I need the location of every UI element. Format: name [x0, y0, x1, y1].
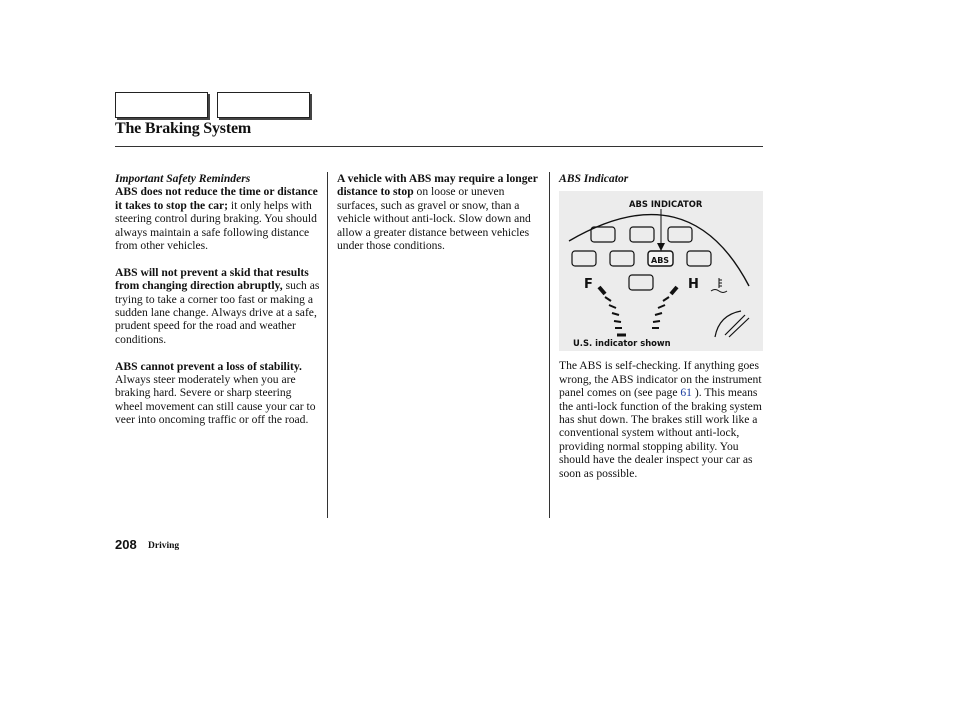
- subheading-abs-indicator: ABS Indicator: [559, 172, 629, 185]
- nav-button-next[interactable]: [217, 92, 310, 118]
- paragraph-self-checking: The ABS is self-checking. If anything goes wrong, the ABS indicator on the instrument panel comes on (see page 61 ). This means the anti-lock function of the braking system has shut down. The brakes still work like a conventional system without anti-lock, providing normal stopping ability. You should have the dealer inspect your car as soon as possible.: [559, 359, 762, 480]
- callout-arrow: [657, 243, 665, 251]
- indicator-lamp: [687, 251, 711, 266]
- bold-lead: A vehicle with ABS may require a longer distance to stop: [337, 172, 538, 199]
- indicator-lamp: [591, 227, 615, 242]
- abs-indicator-figure: [559, 191, 763, 351]
- indicator-lamp: [630, 227, 654, 242]
- page-number: 208: [115, 537, 137, 552]
- indicator-lamp: [572, 251, 596, 266]
- bold-lead: ABS cannot prevent a loss of stability.: [115, 359, 302, 373]
- abs-lamp-text: ABS: [651, 256, 670, 266]
- column-loose-surfaces: [337, 172, 542, 266]
- thermometer-icon: [711, 278, 727, 293]
- paragraph-skid: ABS will not prevent a skid that results from changing direction abruptly, such as trying to take a corner too fast or making a sudden lane change. Always drive at a safe, prudent speed for the road and weather conditions.: [115, 265, 320, 346]
- title-divider: [115, 146, 763, 147]
- bold-lead: ABS does not reduce the time or distance it takes to stop the car;: [115, 185, 318, 212]
- abs-indicator-callout-label: ABS INDICATOR: [629, 199, 703, 210]
- page-title: The Braking System: [115, 120, 251, 137]
- gauge-arc: [569, 215, 749, 286]
- page-reference-link[interactable]: 61: [680, 386, 692, 400]
- temp-gauge-ticks: [652, 287, 677, 328]
- instrument-panel-illustration: [559, 191, 763, 351]
- fuel-gauge-letter: F: [584, 277, 593, 293]
- bold-lead: ABS will not prevent a skid that results from changing direction abruptly,: [115, 265, 309, 293]
- figure-caption: U.S. indicator shown: [573, 338, 671, 349]
- column-safety-reminders: [115, 172, 320, 440]
- indicator-lamp: [668, 227, 692, 242]
- paragraph-loose-surfaces: A vehicle with ABS may require a longer distance to stop on loose or uneven surfaces, such as gravel or snow, than a vehicle without anti-lock. Slow down and allow a greater distance between vehicles under those conditions.: [337, 172, 538, 253]
- nav-button-previous[interactable]: [115, 92, 208, 118]
- speedometer-fragment-icon: [715, 311, 749, 337]
- column-abs-indicator: [559, 172, 764, 493]
- column-divider-2: [549, 172, 550, 518]
- column-divider-1: [327, 172, 328, 518]
- fuel-gauge-ticks: [599, 287, 626, 335]
- paragraph-stopping-distance: ABS does not reduce the time or distance it takes to stop the car; it only helps with steering control during braking. You should always maintain a safe following distance from other vehicles.: [115, 185, 318, 253]
- subheading-safety: Important Safety Reminders: [115, 172, 251, 185]
- temp-gauge-letter: H: [688, 277, 699, 293]
- indicator-lamp: [629, 275, 653, 290]
- paragraph-stability: ABS cannot prevent a loss of stability. Always steer moderately when you are braking hard. Severe or sharp steering wheel movement can still cause your car to veer into oncoming traffic or off the road.: [115, 359, 316, 427]
- indicator-lamp: [610, 251, 634, 266]
- section-name: Driving: [148, 541, 180, 551]
